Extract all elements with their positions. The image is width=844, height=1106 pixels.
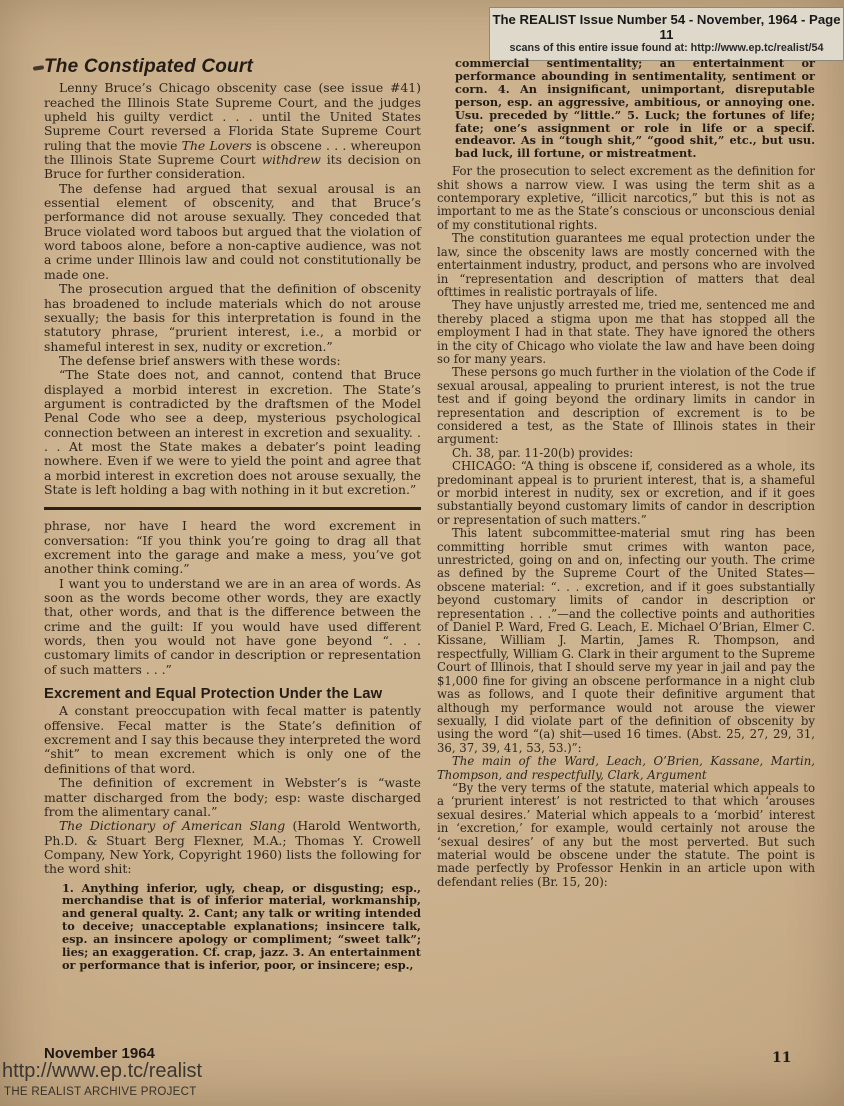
paragraph: The prosecution argued that the definition of obscenity has broadened to include materials which do not arouse sexually; the basis for this interpretation is found in the statutory phrase, “prurient interest, i.e., a morbid or shameful interest in sex, nudity or excretion.”	[44, 281, 421, 354]
paragraph: For the prosecution to select excrement as the definition for shit shows a narrow view. I was using the term shit as a contemporary expletive, “illicit narcotics,” but this is not as important to me as the State’s conscious or unconscious denial of my constitutional rights.	[437, 164, 815, 232]
article-title: The Constipated Court	[44, 56, 253, 77]
paragraph: Ch. 38, par. 11-20(b) provides:	[452, 445, 634, 460]
right-column	[437, 57, 815, 889]
archive-url: http://www.ep.tc/realist	[2, 1060, 203, 1082]
continuation-paragraphs	[44, 519, 421, 677]
paragraph: CHICAGO: “A thing is obscene if, considered as a whole, its predominant appeal is to prurient interest, that is, a shameful or morbid interest in nudity, sex or excretion, and if it goes substantially beyond customary limits of candor in description or representation of such matters.”	[437, 459, 815, 527]
archive-project-label: THE REALIST ARCHIVE PROJECT	[4, 1086, 197, 1098]
paragraph: The main of the Ward, Leach, O’Brien, Kassane, Martin, Thompson, and respectfully, Clark, Argument	[437, 754, 815, 782]
paragraph: phrase, nor have I heard the word excrement in conversation: “If you think you’re going to drag all that excrement into the garage and make a mess, you’ve got another think coming.”	[44, 518, 421, 577]
paragraph: The definition of excrement in Webster’s is “waste matter discharged from the body; esp: waste discharged from the alimentary canal.”	[44, 775, 421, 819]
paragraph: The defense had argued that sexual arousal is an essential element of obscenity, and that Bruce’s performance did not arouse sexually. They conceded that Bruce violated word taboos but argued that the violation of word taboos alone, before a non-captive audience, was not a crime under Illinois law and could not constitutionally be made one.	[44, 180, 421, 282]
section-paragraphs	[44, 704, 421, 876]
column-divider-rule	[44, 507, 421, 510]
dictionary-definition-continued: commercial sentimentality; an entertainment or performance abounding in sentimentality, sentiment or corn. 4. An insignificant, unimportant, disreputable person, esp. an aggressive, ambitious, or annoying one. Usu. preceded by “little.” 5. Luck; the fortunes of life; fate; one’s assignment or role in life or a specif. endeavor. As in “tough shit,” “good shit,” etc., but usu. bad luck, ill fortune, or mistreatment.	[455, 56, 815, 161]
page-number: 11	[772, 1050, 792, 1066]
ink-mark	[33, 65, 44, 70]
archive-header-subtitle: scans of this entire issue found at: http://www.ep.tc/realist/54	[509, 42, 824, 54]
left-column	[44, 56, 421, 972]
paragraph: The Dictionary of American Slang (Harold Wentworth, Ph.D. & Stuart Berg Flexner, M.A.; Thomas Y. Crowell Company, New York, Copyright 1960) lists the following for the word shit:	[44, 818, 421, 877]
paragraph: These persons go much further in the violation of the Code if sexual arousal, appealing to prurient interest, is not the true test and if going beyond the ordinary limits in candor in representation and description of excrement is to be considered a test, as the State of Illinois states in their argument:	[437, 365, 815, 447]
section-heading: Excrement and Equal Protection Under the Law	[44, 686, 383, 703]
dictionary-definition-block: 1. Anything inferior, ugly, cheap, or disgusting; esp., merchandise that is of inferior material, workmanship, and general qualty. 2. Cant; any talk or writing intended to deceive; unacceptable explanations; insincere talk, esp. an insincere apology or compliment; “sweet talk”; lies; an exaggeration. Cf. crap, jazz. 3. An entertainment or performance that is inferior, poor, or insincere; esp.,	[62, 880, 421, 972]
article-paragraphs	[44, 81, 421, 497]
paragraph: “The State does not, and cannot, contend that Bruce displayed a morbid interest in excretion. The State’s argument is contradicted by the draftsmen of the Model Penal Code who see a deep, mysterious psychological connection between an interest in excretion and sexuality. . . . At most the State makes a debater’s point leading nowhere. Even if we were to yield the point and agree that a morbid interest in excretion does not arouse sexually, the State is left holding a bag with nothing in it but excretion.”	[44, 367, 421, 497]
paragraph: “By the very terms of the statute, material which appeals to a ‘prurient interest’ is not restricted to that which ‘arouses sexual desires.’ Material which appeals to a ‘morbid’ interest in ‘excretion,’ for example, would certainly not arouse the ‘sexual desires’ of any but the most perverted. But such material would be obscene under the statute. The point is made perfectly by Professor Henkin in an article upon with defendant relies (Br. 15, 20):	[437, 780, 815, 889]
archive-header-title: The REALIST Issue Number 54 - November, 1964 - Page 11	[492, 12, 841, 42]
paragraph: The defense brief answers with these words:	[59, 352, 341, 368]
paragraph: This latent subcommittee-material smut ring has been committing horrible smut crimes with wanton pace, unrestricted, going on and on, infecting our youth. The crime as defined by the Supreme Court of the United States—obscene material: “. . . excretion, and if it goes substantially beyond customary limits of candor in description or representation . . .”—and the collective points and authorities of Daniel P. Ward, Fred G. Leach, E. Michael O’Brian, Elmer C. Kissane, William J. Martin, James R. Thompson, and respectfully, William G. Clark in their argument to the Supreme Court of Illinois, that I should serve my year in jail and pay the $1,000 fine for giving an obscene performance in a night club was as follows, and I quote their definitive argument that although my performance would not arouse the viewer sexually, I did violate part of the definition of obscenity by using the word “(a) shit—used 16 times. (Abst. 25, 27, 29, 31, 36, 37, 39, 41, 53, 53.)”:	[437, 526, 815, 755]
paragraph: I want you to understand we are in an area of words. As soon as the words become other words, they are exactly that, other words, and that is the difference between the crime and the guilt: If you would have used different words, then you would not have gone beyond “. . . customary limits of candor in description or representation of such matters . . .”	[44, 575, 421, 677]
paragraph: Lenny Bruce’s Chicago obscenity case (see issue #41) reached the Illinois State Supreme Court, and the judges upheld his guilty verdict . . . until the United States Supreme Court reversed a Florida State Supreme Court ruling that the movie The Lovers is obscene . . . whereupon the Illinois State Supreme Court withdrew its decision on Bruce for further consideration.	[44, 80, 421, 182]
paragraph: The constitution guarantees me equal protection under the law, since the obscenity laws are mostly concerned with the entertainment industry, product, and persons who are involved in “representation and description of matters that deal ofttimes in realistic portrayals of life.	[437, 231, 815, 299]
paragraph: A constant preoccupation with fecal matter is patently offensive. Fecal matter is the State’s definition of excrement and I say this because they interpreted the word “shit” to mean excrement which is only one of the definitions of that word.	[44, 703, 421, 776]
paragraph: They have unjustly arrested me, tried me, sentenced me and thereby placed a stigma upon me that has stopped all the employment I had in that state. They have ignored the others in the city of Chicago who violate the law and have been doing so for many years.	[437, 298, 815, 366]
archive-header-box	[489, 7, 844, 61]
right-paragraphs	[437, 165, 815, 889]
issue-date: November 1964	[44, 1045, 155, 1062]
